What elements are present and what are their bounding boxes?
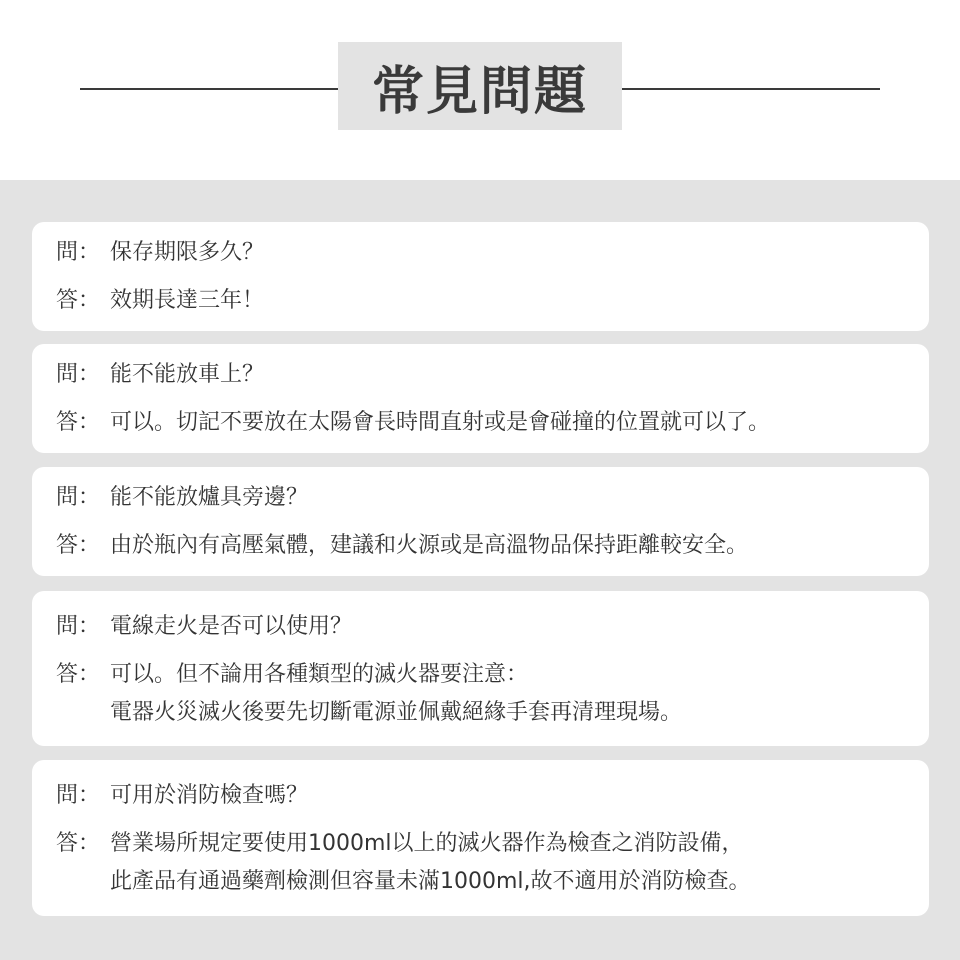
faq-card	[32, 222, 929, 331]
question-text: 能不能放爐具旁邊？	[110, 485, 309, 510]
answer-line: 可以。切記不要放在太陽會長時間直射或是會碰撞的位置就可以了。	[110, 410, 771, 435]
question-prefix: 問：	[56, 485, 101, 510]
answer-text	[110, 830, 905, 896]
question-row	[56, 361, 905, 389]
faq-list	[0, 180, 960, 960]
page-title: 常見問題	[371, 61, 588, 122]
header-divider-left	[80, 88, 338, 90]
answer-line: 電器火災滅火後要先切斷電源並佩戴絕緣手套再清理現場。	[110, 700, 683, 725]
question-prefix: 問：	[56, 614, 101, 639]
faq-card	[32, 467, 929, 576]
answer-row	[56, 830, 905, 896]
question-text: 電線走火是否可以使用？	[110, 614, 353, 639]
question-row	[56, 239, 905, 267]
answer-row	[56, 409, 905, 437]
answer-prefix: 答：	[56, 288, 101, 313]
question-text: 能不能放車上？	[110, 362, 265, 387]
page-header	[0, 0, 960, 180]
answer-prefix: 答：	[56, 533, 101, 558]
faq-card	[32, 344, 929, 453]
answer-line: 效期長達三年！	[110, 288, 265, 313]
answer-line: 由於瓶內有高壓氣體，建議和火源或是高溫物品保持距離較安全。	[110, 533, 749, 558]
answer-line: 此產品有通過藥劑檢測但容量未滿1000ml,故不適用於消防檢查。	[110, 869, 751, 894]
question-text: 可用於消防檢查嗎？	[110, 783, 309, 808]
answer-text	[110, 661, 905, 727]
faq-card	[32, 760, 929, 916]
question-row	[56, 613, 905, 641]
answer-text	[110, 409, 905, 437]
question-text: 保存期限多久？	[110, 240, 265, 265]
answer-row	[56, 532, 905, 560]
question-row	[56, 484, 905, 512]
faq-card	[32, 591, 929, 746]
question-prefix: 問：	[56, 362, 101, 387]
question-prefix: 問：	[56, 783, 101, 808]
answer-prefix: 答：	[56, 410, 101, 435]
answer-row	[56, 287, 905, 315]
title-box	[338, 42, 622, 130]
answer-prefix: 答：	[56, 831, 101, 856]
answer-text	[110, 532, 905, 560]
answer-prefix: 答：	[56, 662, 101, 687]
answer-line: 可以。但不論用各種類型的滅火器要注意：	[110, 662, 529, 687]
answer-line: 營業場所規定要使用1000ml以上的滅火器作為檢查之消防設備，	[110, 831, 744, 856]
question-row	[56, 782, 905, 810]
answer-text	[110, 287, 905, 315]
question-prefix: 問：	[56, 240, 101, 265]
answer-row	[56, 661, 905, 727]
header-divider-right	[622, 88, 880, 90]
